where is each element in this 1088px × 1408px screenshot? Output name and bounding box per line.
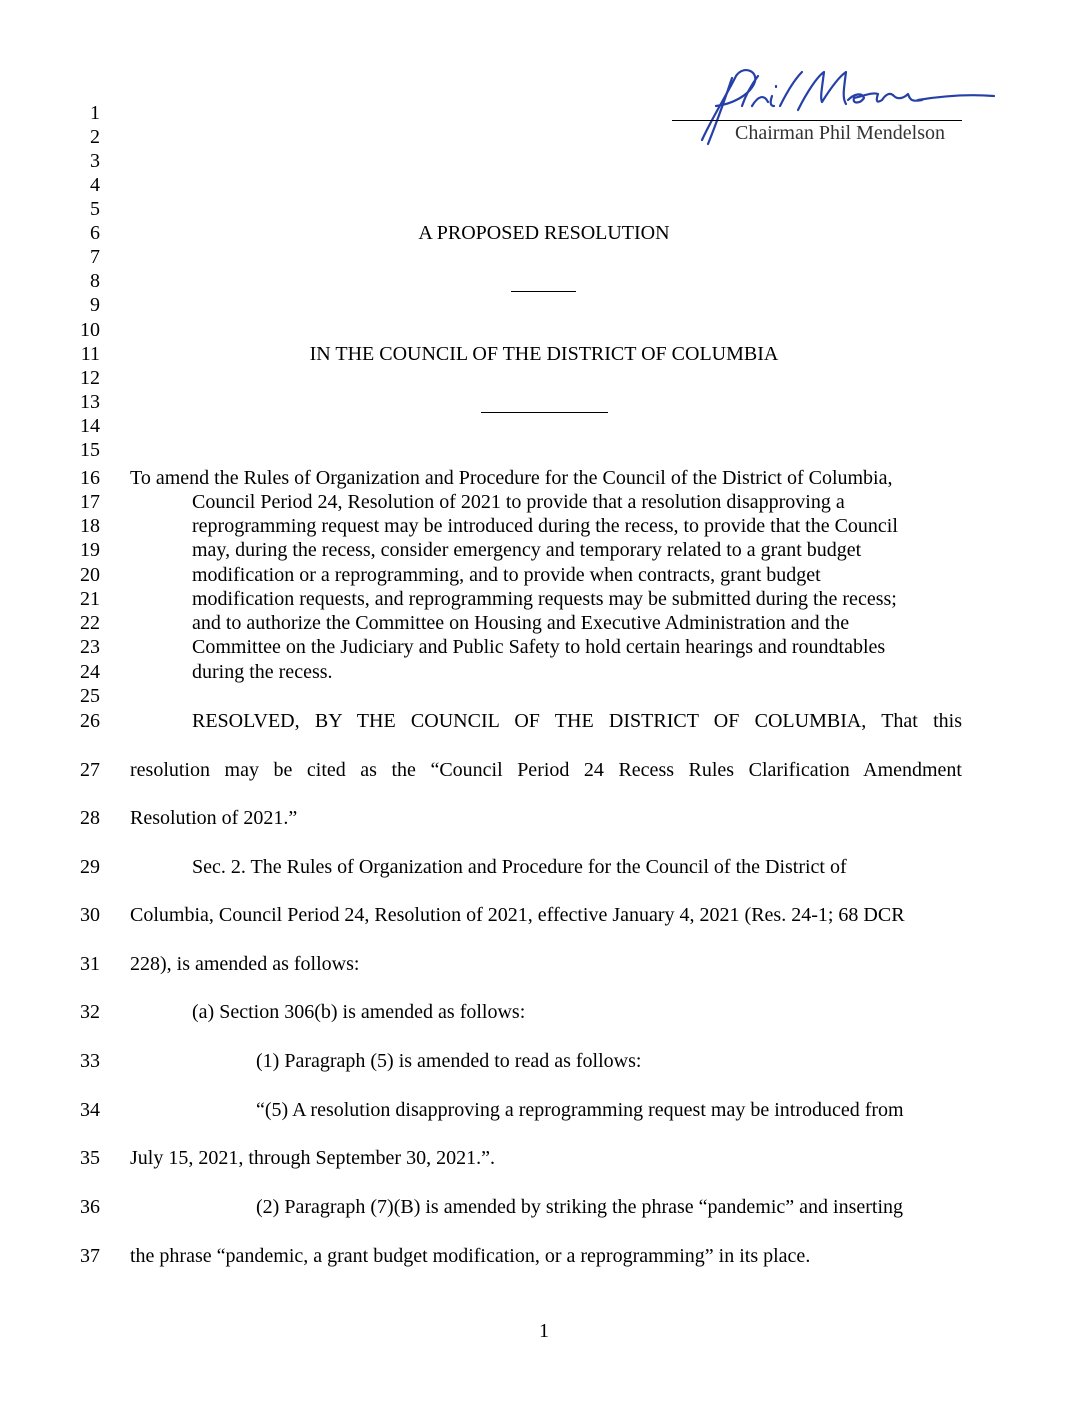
summary-line: Committee on the Judiciary and Public Safety to hold certain hearings and roundtables xyxy=(192,636,886,658)
line-number: 18 xyxy=(80,515,100,537)
line-number: 31 xyxy=(80,953,100,975)
line-number: 35 xyxy=(80,1147,100,1169)
section-heading: Sec. 2. The Rules of Organization and Procedure for the Council of the District of xyxy=(192,856,847,878)
council-rule xyxy=(481,412,608,413)
quoted-paragraph-line: “(5) A resolution disapproving a reprogramming request may be introduced from xyxy=(256,1099,904,1121)
line-number: 4 xyxy=(90,174,100,196)
line-number: 34 xyxy=(80,1099,100,1121)
line-number: 9 xyxy=(90,294,100,316)
line-number: 20 xyxy=(80,564,100,586)
line-number: 17 xyxy=(80,491,100,513)
line-number: 21 xyxy=(80,588,100,610)
line-number: 12 xyxy=(80,367,100,389)
line-number: 14 xyxy=(80,415,100,437)
line-number: 22 xyxy=(80,612,100,634)
line-number: 32 xyxy=(80,1001,100,1023)
page-number: 1 xyxy=(539,1320,549,1342)
line-number: 15 xyxy=(80,439,100,461)
subsection-line: (a) Section 306(b) is amended as follows: xyxy=(192,1001,526,1023)
body-line: Resolution of 2021.” xyxy=(130,807,298,829)
body-line: resolution may be cited as the “Council Period 24 Recess Rules Clarification Amendment xyxy=(130,759,962,781)
summary-line: during the recess. xyxy=(192,661,333,683)
summary-line: may, during the recess, consider emergency and temporary related to a grant budget xyxy=(192,539,862,561)
paragraph-line: (1) Paragraph (5) is amended to read as follows: xyxy=(256,1050,642,1072)
summary-line: and to authorize the Committee on Housing and Executive Administration and the xyxy=(192,612,850,634)
body-line: Columbia, Council Period 24, Resolution of 2021, effective January 4, 2021 (Res. 24-1; 68 DCR xyxy=(130,904,905,926)
summary-line: To amend the Rules of Organization and Procedure for the Council of the District of Columbia, xyxy=(130,467,893,489)
line-number: 3 xyxy=(90,150,100,172)
line-number: 13 xyxy=(80,391,100,413)
line-number: 28 xyxy=(80,807,100,829)
council-heading: IN THE COUNCIL OF THE DISTRICT OF COLUMBIA xyxy=(309,343,779,365)
body-line: 228), is amended as follows: xyxy=(130,953,360,975)
line-number: 8 xyxy=(90,270,100,292)
summary-line: Council Period 24, Resolution of 2021 to provide that a resolution disapproving a xyxy=(192,491,845,513)
summary-line: modification or a reprogramming, and to provide when contracts, grant budget xyxy=(192,564,821,586)
summary-line: reprogramming request may be introduced during the recess, to provide that the Council xyxy=(192,515,898,537)
body-line: July 15, 2021, through September 30, 2021.”. xyxy=(130,1147,495,1169)
line-number: 30 xyxy=(80,904,100,926)
body-line: the phrase “pandemic, a grant budget modification, or a reprogramming” in its place. xyxy=(130,1245,811,1267)
line-number: 37 xyxy=(80,1245,100,1267)
line-number: 29 xyxy=(80,856,100,878)
title-rule xyxy=(511,291,576,292)
line-number: 2 xyxy=(90,126,100,148)
summary-line: modification requests, and reprogramming requests may be submitted during the recess; xyxy=(192,588,897,610)
line-number: 7 xyxy=(90,246,100,268)
line-number: 6 xyxy=(90,222,100,244)
line-number: 16 xyxy=(80,467,100,489)
line-number: 23 xyxy=(80,636,100,658)
line-number: 11 xyxy=(80,343,100,365)
line-number: 26 xyxy=(80,710,100,732)
line-number: 5 xyxy=(90,198,100,220)
line-number: 24 xyxy=(80,661,100,683)
line-number: 36 xyxy=(80,1196,100,1218)
signature-name: Chairman Phil Mendelson xyxy=(735,122,945,144)
resolved-clause: RESOLVED, BY THE COUNCIL OF THE DISTRICT OF COLUMBIA, That this xyxy=(192,710,962,732)
line-number: 33 xyxy=(80,1050,100,1072)
line-number: 1 xyxy=(90,102,100,124)
line-number: 25 xyxy=(80,685,100,707)
line-number: 19 xyxy=(80,539,100,561)
line-number: 27 xyxy=(80,759,100,781)
line-number: 10 xyxy=(80,319,100,341)
paragraph-line: (2) Paragraph (7)(B) is amended by striking the phrase “pandemic” and inserting xyxy=(256,1196,904,1218)
document-title: A PROPOSED RESOLUTION xyxy=(418,222,670,244)
